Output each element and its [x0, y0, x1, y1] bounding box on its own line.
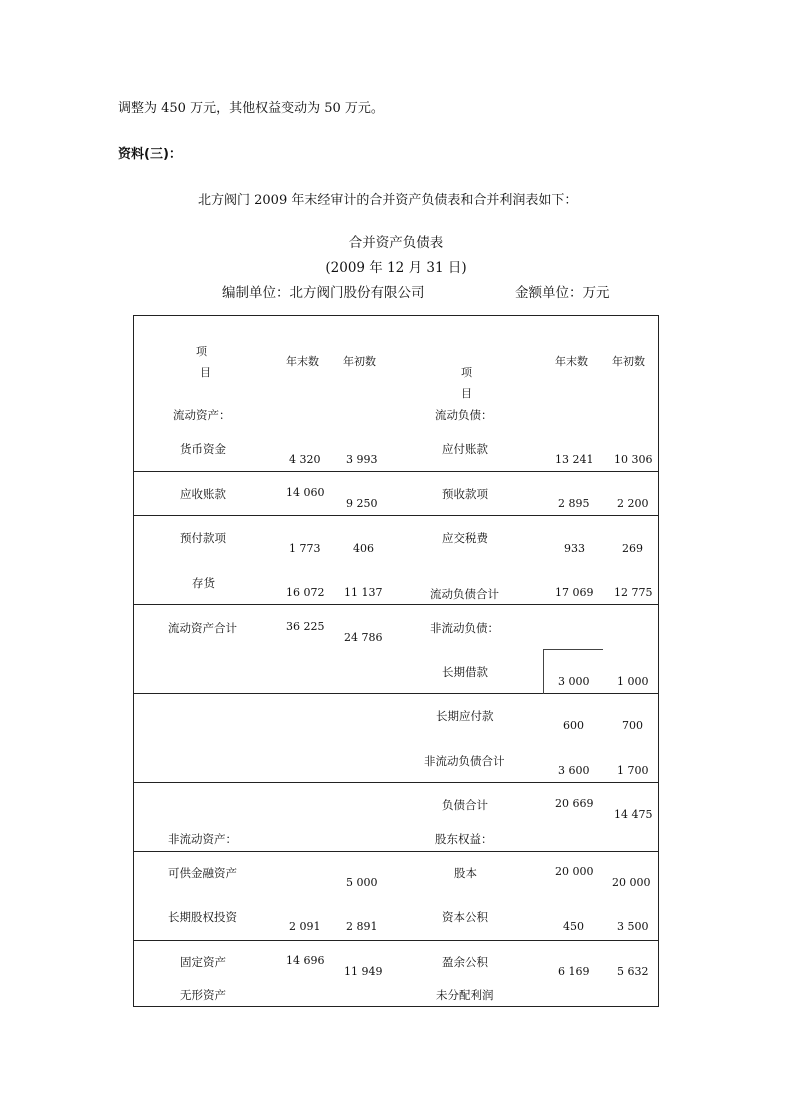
intro-line-1: 调整为 450 万元，其他权益变动为 50 万元。	[118, 101, 384, 116]
fixed-assets-end: 14 696	[286, 954, 325, 967]
inventory-end: 16 072	[286, 586, 325, 599]
row-divider	[134, 851, 658, 852]
label-long-term-loans: 长期借款	[442, 665, 488, 679]
equity-header: 股东权益：	[435, 832, 493, 846]
current-liabilities-total-begin: 12 775	[614, 586, 653, 599]
inventory-begin: 11 137	[344, 586, 383, 599]
noncurrent-assets-header: 非流动资产：	[168, 832, 237, 846]
noncurrent-liabilities-total-begin: 1 700	[617, 764, 649, 777]
receivables-end: 14 060	[286, 486, 325, 499]
header-right-end: 年末数	[555, 355, 588, 368]
label-prepayments: 预付款项	[180, 531, 226, 545]
current-assets-total-end: 36 225	[286, 620, 325, 633]
row-divider	[134, 604, 658, 605]
report-title: 合并资产负债表	[348, 235, 444, 251]
surplus-reserve-begin: 5 632	[617, 965, 649, 978]
label-noncurrent-liabilities-total: 非流动负债合计	[424, 754, 505, 768]
label-payables: 应付账款	[442, 442, 488, 456]
long-term-payables-begin: 700	[622, 719, 643, 732]
liabilities-total-end: 20 669	[555, 797, 594, 810]
header-left-begin: 年初数	[343, 355, 376, 368]
liabilities-total-begin: 14 475	[614, 808, 653, 821]
surplus-reserve-end: 6 169	[558, 965, 590, 978]
taxes-begin: 269	[622, 542, 643, 555]
label-cash: 货币资金	[180, 442, 226, 456]
label-receivables: 应收账款	[180, 487, 226, 501]
share-capital-end: 20 000	[555, 865, 594, 878]
label-long-term-equity: 长期股权投资	[168, 910, 237, 924]
section-label: 资料(三)：	[118, 147, 182, 162]
label-surplus-reserve: 盈余公积	[442, 955, 488, 969]
header-item-left-1: 项	[196, 345, 207, 358]
header-item-right-1: 项	[461, 366, 472, 379]
long-term-payables-end: 600	[563, 719, 584, 732]
label-capital-reserve: 资本公积	[442, 910, 488, 924]
receivables-begin: 9 250	[346, 497, 378, 510]
label-fixed-assets: 固定资产	[180, 955, 226, 969]
long-term-equity-begin: 2 891	[346, 920, 378, 933]
current-assets-header: 流动资产：	[173, 408, 231, 422]
noncurrent-liabilities-header: 非流动负债：	[430, 621, 499, 635]
label-retained-earnings: 未分配利润	[436, 988, 494, 1002]
report-organization: 编制单位：北方阀门股份有限公司	[222, 285, 425, 301]
available-for-sale-begin: 5 000	[346, 876, 378, 889]
long-term-loans-end: 3 000	[558, 675, 590, 688]
long-term-loans-begin: 1 000	[617, 675, 649, 688]
header-item-left-2: 目	[200, 366, 211, 379]
label-inventory: 存货	[192, 576, 215, 590]
label-long-term-payables: 长期应付款	[436, 709, 494, 723]
capital-reserve-begin: 3 500	[617, 920, 649, 933]
cash-begin: 3 993	[346, 453, 378, 466]
long-term-equity-end: 2 091	[289, 920, 321, 933]
row-divider	[134, 515, 658, 516]
current-assets-total-begin: 24 786	[344, 631, 383, 644]
header-left-end: 年末数	[286, 355, 319, 368]
header-item-right-2: 目	[461, 387, 472, 400]
report-date: (2009 年 12 月 31 日)	[325, 260, 467, 276]
label-advances: 预收款项	[442, 487, 488, 501]
prepayments-end: 1 773	[289, 542, 321, 555]
payables-end: 13 241	[555, 453, 594, 466]
capital-reserve-end: 450	[563, 920, 584, 933]
cash-end: 4 320	[289, 453, 321, 466]
label-taxes: 应交税费	[442, 531, 488, 545]
label-share-capital: 股本	[454, 866, 477, 880]
fixed-assets-begin: 11 949	[344, 965, 383, 978]
balance-sheet-table	[133, 315, 659, 1007]
current-liabilities-header: 流动负债：	[435, 408, 493, 422]
label-available-for-sale: 可供金融资产	[168, 866, 237, 880]
taxes-end: 933	[564, 542, 585, 555]
label-intangible-assets: 无形资产	[180, 988, 226, 1002]
prepayments-begin: 406	[353, 542, 374, 555]
report-currency-unit: 金额单位：万元	[515, 285, 610, 301]
label-current-assets-total: 流动资产合计	[168, 621, 237, 635]
row-divider	[134, 940, 658, 941]
payables-begin: 10 306	[614, 453, 653, 466]
noncurrent-liabilities-total-end: 3 600	[558, 764, 590, 777]
label-current-liabilities-total: 流动负债合计	[430, 587, 499, 601]
row-divider	[134, 782, 658, 783]
row-divider	[134, 471, 658, 472]
advances-begin: 2 200	[617, 497, 649, 510]
advances-end: 2 895	[558, 497, 590, 510]
share-capital-begin: 20 000	[612, 876, 651, 889]
label-liabilities-total: 负债合计	[442, 798, 488, 812]
intro-line-2: 北方阀门 2009 年末经审计的合并资产负债表和合并利润表如下：	[198, 193, 578, 208]
current-liabilities-total-end: 17 069	[555, 586, 594, 599]
header-right-begin: 年初数	[612, 355, 645, 368]
